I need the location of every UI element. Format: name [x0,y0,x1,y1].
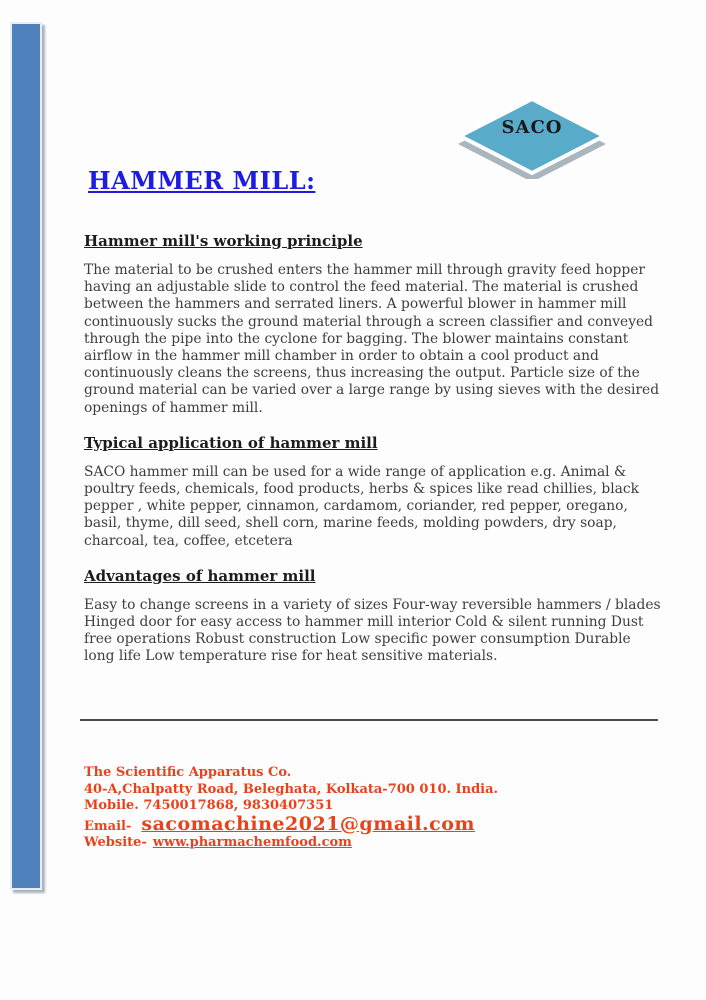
email-link[interactable]: sacomachine2021@gmail.com [141,812,476,835]
email-row [84,812,498,836]
diamond-logo-icon [454,93,610,179]
website-link[interactable]: www.pharmachemfood.com [152,835,352,850]
company-address: 40-A,Chalpatty Road, Beleghata, Kolkata-700 010. India. [84,781,499,797]
website-row [84,835,498,852]
section-paragraph: SACO hammer mill can be used for a wide range of application e.g. Animal & poultry feeds, chemicals, food products, herbs & spices like read chillies, black pepper , white pepper, cinnamon, cardamom, coriander, red pepper, oregano, basil, thyme, dill seed, shell corn, marine feeds, molding powders, dry soap, charcoal, tea, coffee, etcetera [84,463,639,549]
section-typical-application [84,434,661,550]
logo-text: SACO [501,117,563,138]
section-heading: Typical application of hammer mill [84,433,378,452]
contact-footer [84,765,498,852]
email-label: Email- [84,818,132,834]
page-title: HAMMER MILL: [88,166,316,195]
saco-logo [454,93,610,179]
section-paragraph: The material to be crushed enters the hammer mill through gravity feed hopper having an adjustable slide to control the feed material. The material is crushed between the hammers and serrated liners. A powerful blower in hammer mill continuously sucks the ground material through a screen classifier and conveyed through the pipe into the cyclone for bagging. The blower maintains constant airflow in the hammer mill chamber in order to obtain a cool product and continuously cleans the screens, thus increasing the output. Particle size of the ground material can be varied over a large range by using sieves with the desired openings of hammer mill. [84,262,660,416]
section-advantages [84,567,661,666]
document-body [84,232,661,683]
section-heading: Hammer mill's working principle [84,232,363,250]
section-working-principle [84,232,661,417]
section-heading: Advantages of hammer mill [84,566,316,585]
website-label: Website- [84,835,147,850]
company-name: The Scientific Apparatus Co. [84,765,292,780]
left-accent-bar [10,22,42,890]
mobile-numbers: Mobile. 7450017868, 9830407351 [84,798,334,813]
section-paragraph: Easy to change screens in a variety of sizes Four-way reversible hammers / blades Hinged door for easy access to hammer mill interior Cold & silent running Dust free operations Robust construction Low specific power consumption Durable long life Low temperature rise for heat sensitive materials. [84,596,661,665]
horizontal-divider [80,719,658,721]
